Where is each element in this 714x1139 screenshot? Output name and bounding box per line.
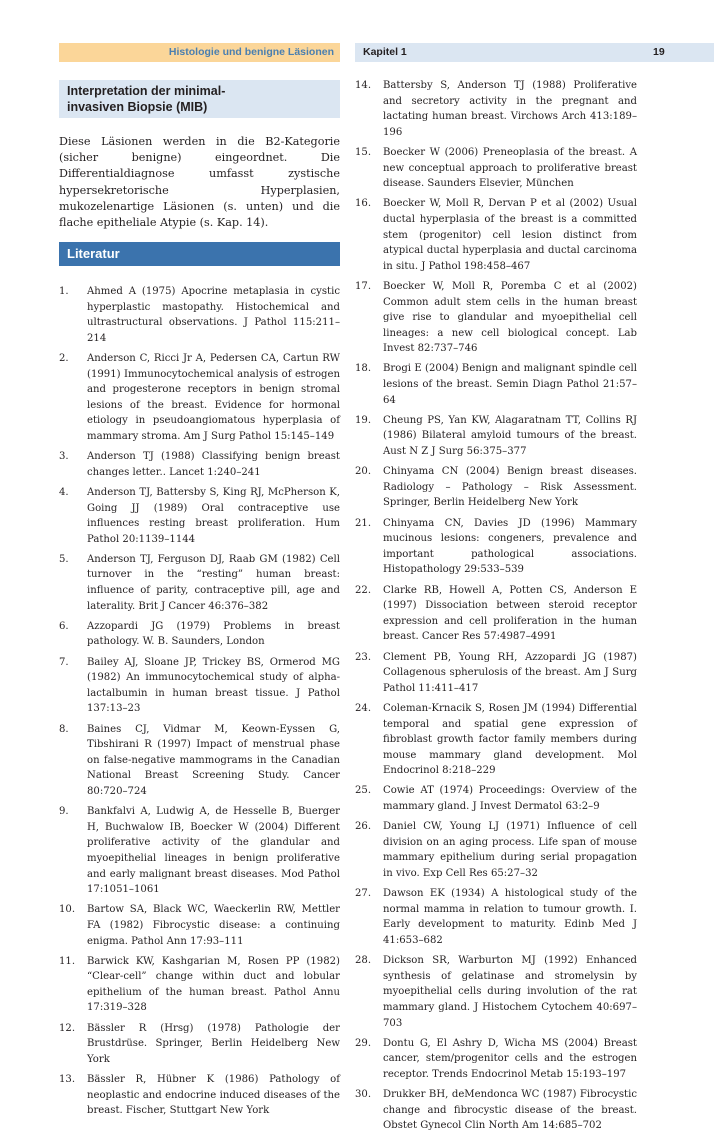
reference-item (59, 1072, 340, 1119)
reference-text: Anderson TJ, Ferguson DJ, Raab GM (1982) Cell turnover in the “resting” human breast: influence of parity, contraceptive pill, age and laterality. Brit J Cancer 46:376–382 (87, 553, 340, 612)
reference-item (355, 196, 637, 274)
reference-number: 19. (355, 414, 372, 426)
reference-item (355, 886, 637, 948)
reference-item (59, 552, 340, 614)
reference-text: Clement PB, Young RH, Azzopardi JG (1987) Collagenous spherulosis of the breast. Am J Surg Pathol 11:411–417 (383, 651, 637, 694)
reference-number: 17. (355, 280, 372, 292)
reference-number: 16. (355, 198, 372, 210)
reference-number: 22. (355, 584, 372, 596)
reference-item (355, 953, 637, 1031)
reference-number: 14. (355, 80, 372, 91)
reference-item (59, 449, 340, 480)
section-heading-line-1: Interpretation der minimal- (67, 84, 226, 98)
reference-text: Brogi E (2004) Benign and malignant spindle cell lesions of the breast. Semin Diagn Pathol 21:57–64 (383, 363, 637, 406)
running-header-title: Histologie und benigne Läsionen (59, 43, 340, 62)
reference-text: Bässler R (Hrsg) (1978) Pathologie der Brustdrüse. Springer, Berlin Heidelberg New York (87, 1022, 340, 1065)
reference-text: Bailey AJ, Sloane JP, Trickey BS, Ormerod MG (1982) An immunocytochemical study of alpha-lactalbumin in human breast tissue. J Pathol 137:13–23 (87, 656, 340, 715)
reference-text: Coleman-Krnacik S, Rosen JM (1994) Differential temporal and spatial gene expression of fibroblast growth factor family members during mouse mammary gland development. Mol Endocrinol 8:218–229 (383, 702, 637, 777)
reference-number: 9. (59, 806, 69, 818)
reference-number: 4. (59, 486, 69, 498)
section-heading-line-2: invasiven Biopsie (MIB) (67, 100, 208, 114)
reference-number: 3. (59, 451, 69, 463)
reference-number: 12. (59, 1022, 76, 1034)
reference-item (59, 284, 340, 346)
reference-item (59, 619, 340, 650)
literature-heading: Literatur (59, 242, 340, 266)
reference-number: 15. (355, 146, 372, 158)
reference-item (59, 902, 340, 949)
reference-item (355, 1087, 637, 1134)
reference-item (355, 279, 637, 357)
reference-text: Bartow SA, Black WC, Waeckerlin RW, Mettler FA (1982) Fibrocystic disease: a continuing enigma. Pathol Ann 17:93–111 (87, 904, 340, 947)
reference-number: 25. (355, 785, 372, 797)
reference-number: 29. (355, 1037, 372, 1049)
reference-number: 13. (59, 1074, 76, 1086)
reference-text: Battersby S, Anderson TJ (1988) Proliferative and secretory activity in the pregnant and lactating human breast. Virchows Arch 413:189–196 (383, 80, 637, 138)
reference-text: Dawson EK (1934) A histological study of the normal mamma in relation to tumour growth. I. Early development to maturity. Edinb Med J 41:653–682 (383, 888, 637, 946)
reference-item (59, 351, 340, 445)
reference-text: Chinyama CN, Davies JD (1996) Mammary mucinous lesions: congeners, prevalence and important pathological associations. Histopathology 29:533–539 (383, 517, 637, 576)
reference-number: 1. (59, 286, 69, 297)
reference-list-left (59, 284, 340, 1123)
reference-item (59, 954, 340, 1016)
reference-number: 24. (355, 702, 372, 714)
reference-number: 5. (59, 553, 69, 565)
reference-text: Cowie AT (1974) Proceedings: Overview of the mammary gland. J Invest Dermatol 63:2–9 (383, 785, 637, 813)
chapter-label: Kapitel 1 (363, 46, 407, 58)
reference-text: Dontu G, El Ashry D, Wicha MS (2004) Breast cancer, stem/progenitor cells and the estrogen receptor. Trends Endocrinol Metab 15:193–197 (383, 1037, 637, 1080)
reference-text: Dickson SR, Warburton MJ (1992) Enhanced synthesis of gelatinase and stromelysin by myoepithelial cells during involution of the rat mammary gland. J Histochem Cytochem 40:697–703 (383, 955, 637, 1029)
reference-item (355, 464, 637, 511)
reference-number: 10. (59, 904, 76, 916)
reference-number: 6. (59, 620, 69, 632)
reference-text: Drukker BH, deMendonca WC (1987) Fibrocystic change and fibrocystic disease of the breast. Obstet Gynecol Clin North Am 14:685–702 (383, 1089, 637, 1132)
chapter-bar (355, 43, 714, 62)
reference-number: 18. (355, 363, 372, 375)
reference-item (355, 145, 637, 192)
reference-text: Boecker W, Moll R, Poremba C et al (2002) Common adult stem cells in the human breast give rise to glandular and myoepithelial cell lineages: a new cell biological concept. Lab Invest 82:737–746 (383, 280, 637, 355)
reference-number: 11. (59, 955, 76, 967)
reference-item (355, 783, 637, 814)
reference-item (355, 701, 637, 779)
reference-text: Anderson TJ (1988) Classifying benign breast changes letter.. Lancet 1:240–241 (87, 451, 340, 478)
reference-text: Barwick KW, Kashgarian M, Rosen PP (1982) “Clear-cell” change within duct and lobular epithelium of the human breast. Pathol Annu 17:319–328 (87, 955, 340, 1014)
reference-item (355, 819, 637, 881)
reference-item (355, 413, 637, 460)
reference-text: Bässler R, Hübner K (1986) Pathology of neoplastic and endocrine induced diseases of the breast. Fischer, Stuttgart New York (87, 1074, 340, 1117)
reference-text: Cheung PS, Yan KW, Alagaratnam TT, Collins RJ (1986) Bilateral amyloid tumours of the breast. Aust N Z J Surg 56:375–377 (383, 414, 637, 458)
reference-item (355, 650, 637, 697)
reference-item (59, 804, 340, 898)
reference-item (355, 516, 637, 578)
reference-item (355, 1036, 637, 1083)
reference-text: Clarke RB, Howell A, Potten CS, Anderson E (1997) Dissociation between steroid receptor expression and cell proliferation in the human breast. Cancer Res 57:4987–4991 (383, 584, 637, 643)
reference-number: 20. (355, 466, 372, 478)
reference-text: Anderson C, Ricci Jr A, Pedersen CA, Cartun RW (1991) Immunocytochemical analysis of estrogen and progesterone receptors in benign stromal lesions of the breast. Evidence for hormonal etiology in pseudoangiomatous hyperplasia of mammary stroma. Am J Surg Pathol 15:145–149 (87, 352, 340, 442)
reference-number: 26. (355, 821, 372, 833)
reference-item (355, 583, 637, 645)
reference-item (355, 361, 637, 408)
reference-item (59, 485, 340, 547)
reference-number: 27. (355, 888, 372, 900)
reference-text: Baines CJ, Vidmar M, Keown-Eyssen G, Tibshirani R (1997) Impact of menstrual phase on false-negative mammograms in the Canadian National Breast Screening Study. Cancer 80:720–724 (87, 723, 340, 797)
reference-item (59, 655, 340, 717)
reference-text: Boecker W (2006) Preneoplasia of the breast. A new conceptual approach to proliferative breast disease. Saunders Elsevier, München (383, 146, 637, 190)
reference-number: 21. (355, 517, 372, 529)
reference-text: Ahmed A (1975) Apocrine metaplasia in cystic hyperplastic mastopathy. Histochemical and ultrastructural observations. J Pathol 115:211–214 (87, 286, 340, 344)
reference-number: 23. (355, 651, 372, 663)
reference-text: Anderson TJ, Battersby S, King RJ, McPherson K, Going JJ (1989) Oral contraceptive use influences resting breast proliferation. Hum Pathol 20:1139–1144 (87, 486, 340, 545)
reference-text: Daniel CW, Young LJ (1971) Influence of cell division on an aging process. Life span of mouse mammary epithelium during serial propagation in vivo. Exp Cell Res 65:27–32 (383, 821, 637, 880)
reference-number: 30. (355, 1089, 372, 1101)
reference-item (59, 1021, 340, 1068)
reference-item (355, 78, 637, 140)
reference-item (59, 722, 340, 800)
reference-text: Bankfalvi A, Ludwig A, de Hesselle B, Buerger H, Buchwalow IB, Boecker W (2004) Different proliferative activity of the glandular and myoepithelial lineages in benign proliferative and early malignant breast diseases. Mod Pathol 17:1051–1061 (87, 806, 340, 896)
reference-text: Azzopardi JG (1979) Problems in breast pathology. W. B. Saunders, London (87, 620, 340, 648)
page-number: 19 (653, 46, 665, 58)
reference-number: 7. (59, 656, 69, 668)
section-body-text: Diese Läsionen werden in die B2-Kategorie (sicher benigne) eingeordnet. Die Differentialdiagnose umfasst zystische hypersekretorische Hyperplasien, mukozelenartige Läsionen (s. unten) und die flache epitheliale Atypie (s. Kap. 14). (59, 135, 340, 230)
reference-number: 2. (59, 352, 69, 364)
reference-number: 8. (59, 723, 69, 735)
section-heading (59, 80, 340, 118)
reference-number: 28. (355, 955, 372, 967)
reference-list-right (355, 78, 637, 1139)
reference-text: Chinyama CN (2004) Benign breast diseases. Radiology – Pathology – Risk Assessment. Springer, Berlin Heidelberg New York (383, 466, 637, 509)
reference-text: Boecker W, Moll R, Dervan P et al (2002) Usual ductal hyperplasia of the breast is a committed stem (progenitor) cell lesion distinct from atypical ductal hyperplasia and ductal carcinoma in situ. J Pathol 198:458–467 (383, 198, 637, 272)
